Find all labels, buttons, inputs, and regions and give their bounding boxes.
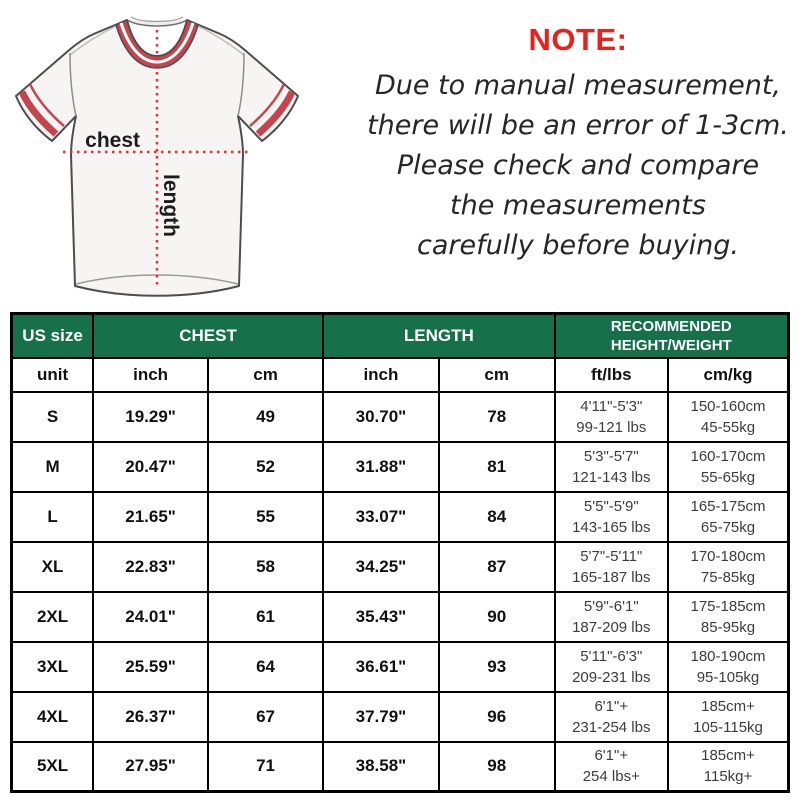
length-inch-cell: 34.25" [323, 542, 439, 592]
chest-inch-cell: 24.01" [93, 592, 208, 642]
table-row-2xl [12, 592, 789, 642]
chest-inch-cell: 20.47" [93, 442, 208, 492]
weight-kg-range: 65-75kg [700, 518, 756, 536]
top-section [0, 0, 800, 312]
weight-kg-range: 55-65kg [700, 468, 756, 486]
length-cm-cell: 98 [439, 742, 555, 792]
length-inch-cell: 30.70" [323, 392, 439, 442]
height-cm-range: 185cm+ [701, 697, 755, 715]
height-cmkg-cell [668, 492, 788, 542]
height-ftlbs-cell [555, 742, 668, 792]
height-ftlbs-cell [555, 442, 668, 492]
height-cmkg-cell [668, 642, 788, 692]
cmkg-unit-cell: cm/kg [668, 358, 788, 392]
height-ftlbs-cell [555, 642, 668, 692]
table-row-xl [12, 542, 789, 592]
length-inch-cell: 36.61" [323, 642, 439, 692]
note-line: the measurements [450, 190, 706, 221]
us-size-cell: 2XL [12, 592, 94, 642]
height-cm-range: 165-175cm [690, 497, 766, 515]
length-header: LENGTH [323, 314, 555, 358]
chest-inch-cell: 21.65" [93, 492, 208, 542]
tshirt-svg [0, 0, 360, 308]
us-size-cell: S [12, 392, 94, 442]
chest-cm-cell: 55 [208, 492, 323, 542]
length-inch-cell: 33.07" [323, 492, 439, 542]
length-cm-cell: 90 [439, 592, 555, 642]
note-panel [362, 22, 794, 266]
unit-label-cell: unit [12, 358, 94, 392]
height-ft-range: 5'11"-6'3" [580, 647, 643, 665]
weight-lbs-range: 143-165 lbs [572, 518, 651, 536]
height-ftlbs-cell [555, 592, 668, 642]
height-cm-range: 150-160cm [690, 397, 766, 415]
us-size-header: US size [12, 314, 94, 358]
weight-kg-range: 105-115kg [693, 718, 763, 736]
us-size-cell: L [12, 492, 94, 542]
recommended-header-line2: HEIGHT/WEIGHT [610, 336, 732, 354]
chest-cm-cell: 58 [208, 542, 323, 592]
height-cmkg-cell [668, 392, 788, 442]
height-ft-range: 5'3"-5'7" [583, 447, 639, 465]
length-cm-cell: 84 [439, 492, 555, 542]
unit-row [12, 358, 789, 392]
height-ftlbs-cell [555, 542, 668, 592]
length-inch-cell: 31.88" [323, 442, 439, 492]
length-label: length [159, 174, 182, 237]
table-row-s [12, 392, 789, 442]
chest-label: chest [85, 129, 140, 152]
us-size-cell: XL [12, 542, 94, 592]
height-ft-range: 6'1"+ [594, 747, 629, 765]
us-size-cell: 5XL [12, 742, 94, 792]
height-ftlbs-cell [555, 492, 668, 542]
height-cmkg-cell [668, 592, 788, 642]
length-inch-unit-cell: inch [323, 358, 439, 392]
weight-lbs-range: 165-187 lbs [572, 568, 651, 586]
height-ft-range: 4'11"-5'3" [580, 397, 643, 415]
weight-kg-range: 115kg+ [703, 768, 753, 786]
height-ft-range: 5'9"-6'1" [583, 597, 639, 615]
chest-inch-cell: 19.29" [93, 392, 208, 442]
height-ft-range: 5'5"-5'9" [583, 497, 639, 515]
chest-cm-cell: 67 [208, 692, 323, 742]
recommended-header-line1: RECOMMENDED [610, 317, 732, 335]
ftlbs-unit-cell: ft/lbs [555, 358, 668, 392]
chest-inch-cell: 22.83" [93, 542, 208, 592]
chest-cm-cell: 52 [208, 442, 323, 492]
height-cm-range: 180-190cm [690, 647, 766, 665]
height-ft-range: 6'1"+ [594, 697, 629, 715]
note-line: there will be an error of 1-3cm. [367, 110, 789, 141]
chest-header: CHEST [93, 314, 323, 358]
chest-cm-unit-cell: cm [208, 358, 323, 392]
height-ftlbs-cell [555, 392, 668, 442]
weight-lbs-range: 209-231 lbs [572, 668, 651, 686]
note-line: Due to manual measurement, [374, 70, 782, 101]
length-cm-cell: 93 [439, 642, 555, 692]
note-title: NOTE: [528, 22, 628, 57]
chest-inch-cell: 25.59" [93, 642, 208, 692]
us-size-cell: 3XL [12, 642, 94, 692]
us-size-cell: M [12, 442, 94, 492]
weight-lbs-range: 254 lbs+ [582, 768, 640, 786]
chest-cm-cell: 71 [208, 742, 323, 792]
weight-lbs-range: 231-254 lbs [572, 718, 651, 736]
chest-inch-cell: 26.37" [93, 692, 208, 742]
size-table [10, 312, 790, 793]
note-line: carefully before buying. [417, 230, 739, 261]
weight-lbs-range: 187-209 lbs [572, 618, 651, 636]
height-cm-range: 160-170cm [690, 447, 766, 465]
length-cm-unit-cell: cm [439, 358, 555, 392]
chest-cm-cell: 64 [208, 642, 323, 692]
height-cmkg-cell [668, 542, 788, 592]
length-inch-cell: 38.58" [323, 742, 439, 792]
weight-lbs-range: 121-143 lbs [572, 468, 651, 486]
chest-cm-cell: 61 [208, 592, 323, 642]
weight-lbs-range: 99-121 lbs [576, 418, 647, 436]
table-row-l [12, 492, 789, 542]
weight-kg-range: 45-55kg [700, 418, 756, 436]
height-cmkg-cell [668, 692, 788, 742]
height-cmkg-cell [668, 442, 788, 492]
table-row-4xl [12, 692, 789, 742]
height-cm-range: 175-185cm [690, 597, 766, 615]
table-row-3xl [12, 642, 789, 692]
height-ftlbs-cell [555, 692, 668, 742]
weight-kg-range: 75-85kg [700, 568, 756, 586]
back-collar-arc [127, 20, 187, 26]
length-cm-cell: 96 [439, 692, 555, 742]
length-inch-cell: 35.43" [323, 592, 439, 642]
length-inch-cell: 37.79" [323, 692, 439, 742]
length-cm-cell: 87 [439, 542, 555, 592]
chest-inch-unit-cell: inch [93, 358, 208, 392]
length-cm-cell: 81 [439, 442, 555, 492]
table-header-row [12, 314, 789, 358]
height-cm-range: 185cm+ [701, 747, 755, 765]
length-cm-cell: 78 [439, 392, 555, 442]
recommended-header [555, 314, 789, 358]
chest-inch-cell: 27.95" [93, 742, 208, 792]
table-row-m [12, 442, 789, 492]
us-size-cell: 4XL [12, 692, 94, 742]
tshirt-illustration [0, 0, 360, 308]
note-line: Please check and compare [396, 150, 760, 181]
weight-kg-range: 95-105kg [696, 668, 760, 686]
height-cmkg-cell [668, 742, 788, 792]
height-cm-range: 170-180cm [690, 547, 766, 565]
height-ft-range: 5'7"-5'11" [580, 547, 643, 565]
table-row-5xl [12, 742, 789, 792]
chest-cm-cell: 49 [208, 392, 323, 442]
weight-kg-range: 85-95kg [700, 618, 756, 636]
